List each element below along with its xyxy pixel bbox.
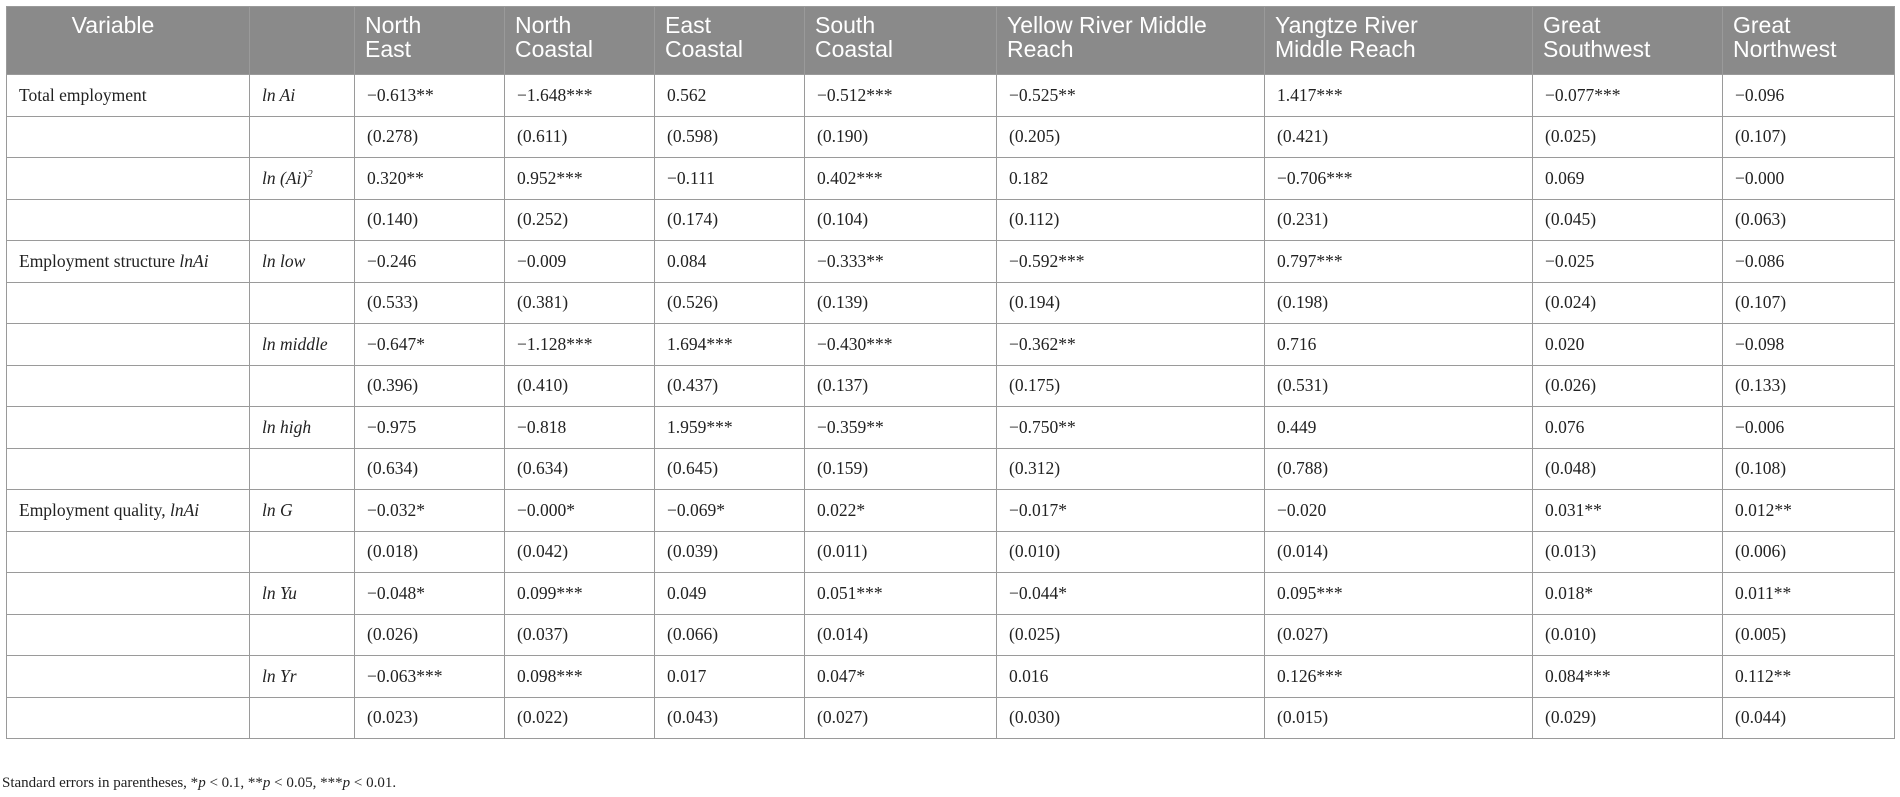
value-cell: −0.032* [355, 490, 505, 532]
value-cell: 0.020 [1533, 324, 1723, 366]
value-cell: (0.066) [655, 614, 805, 656]
table-row [7, 75, 1895, 117]
value-cell: −0.006 [1723, 407, 1895, 449]
value-cell: 0.022* [805, 490, 997, 532]
regression-results-table [6, 6, 1895, 739]
variable-cell [7, 614, 250, 656]
table-row [7, 116, 1895, 158]
value-cell: −0.020 [1265, 490, 1533, 532]
value-cell: (0.410) [505, 365, 655, 407]
value-cell: −0.111 [655, 158, 805, 200]
value-cell: −0.818 [505, 407, 655, 449]
value-cell: −1.128*** [505, 324, 655, 366]
value-cell: (0.026) [1533, 365, 1723, 407]
table-row [7, 241, 1895, 283]
value-cell: (0.025) [997, 614, 1265, 656]
value-cell: −0.592*** [997, 241, 1265, 283]
value-cell: −0.512*** [805, 75, 997, 117]
value-cell: 0.112** [1723, 656, 1895, 698]
value-cell: (0.194) [997, 282, 1265, 324]
value-cell: 1.417*** [1265, 75, 1533, 117]
value-cell: 0.126*** [1265, 656, 1533, 698]
value-cell: 1.959*** [655, 407, 805, 449]
value-cell: 0.562 [655, 75, 805, 117]
value-cell: −0.430*** [805, 324, 997, 366]
value-cell: (0.023) [355, 697, 505, 739]
term-cell: ln Yr [250, 656, 355, 698]
variable-cell [7, 365, 250, 407]
table-row [7, 448, 1895, 490]
header-cell: South Coastal [805, 7, 997, 75]
variable-cell: Employment quality, lnAi [7, 490, 250, 532]
value-cell: (0.011) [805, 531, 997, 573]
value-cell: (0.198) [1265, 282, 1533, 324]
value-cell: (0.174) [655, 199, 805, 241]
table-row [7, 158, 1895, 200]
value-cell: (0.044) [1723, 697, 1895, 739]
term-cell [250, 531, 355, 573]
value-cell: −0.048* [355, 573, 505, 615]
value-cell: (0.005) [1723, 614, 1895, 656]
value-cell: (0.139) [805, 282, 997, 324]
term-cell: ln Ai [250, 75, 355, 117]
value-cell: (0.022) [505, 697, 655, 739]
value-cell: −0.706*** [1265, 158, 1533, 200]
value-cell: (0.014) [805, 614, 997, 656]
header-cell: Variable [7, 7, 250, 75]
value-cell: (0.133) [1723, 365, 1895, 407]
value-cell: 0.084*** [1533, 656, 1723, 698]
value-cell: (0.027) [1265, 614, 1533, 656]
value-cell: (0.421) [1265, 116, 1533, 158]
value-cell: (0.037) [505, 614, 655, 656]
variable-cell [7, 573, 250, 615]
variable-cell [7, 531, 250, 573]
value-cell: −0.044* [997, 573, 1265, 615]
value-cell: 0.016 [997, 656, 1265, 698]
value-cell: (0.437) [655, 365, 805, 407]
table-row [7, 531, 1895, 573]
value-cell: 0.182 [997, 158, 1265, 200]
table-row [7, 199, 1895, 241]
term-cell: ln G [250, 490, 355, 532]
value-cell: (0.010) [1533, 614, 1723, 656]
value-cell: (0.014) [1265, 531, 1533, 573]
table-row [7, 282, 1895, 324]
variable-cell [7, 199, 250, 241]
term-cell [250, 614, 355, 656]
value-cell: (0.048) [1533, 448, 1723, 490]
value-cell: −0.009 [505, 241, 655, 283]
header-cell: Great Southwest [1533, 7, 1723, 75]
value-cell: (0.598) [655, 116, 805, 158]
table-row [7, 365, 1895, 407]
value-cell: −0.069* [655, 490, 805, 532]
value-cell: (0.104) [805, 199, 997, 241]
value-cell: −0.077*** [1533, 75, 1723, 117]
value-cell: −1.648*** [505, 75, 655, 117]
variable-cell [7, 158, 250, 200]
regression-table-container [6, 6, 1894, 739]
value-cell: −0.246 [355, 241, 505, 283]
variable-cell [7, 116, 250, 158]
value-cell: (0.107) [1723, 282, 1895, 324]
value-cell: 0.049 [655, 573, 805, 615]
term-cell: ln low [250, 241, 355, 283]
value-cell: 0.952*** [505, 158, 655, 200]
value-cell: 0.018* [1533, 573, 1723, 615]
value-cell: (0.029) [1533, 697, 1723, 739]
header-cell: Yangtze River Middle Reach [1265, 7, 1533, 75]
value-cell: (0.533) [355, 282, 505, 324]
value-cell: (0.312) [997, 448, 1265, 490]
term-cell: $\ln (Ai)^2$ [250, 158, 355, 200]
value-cell: −0.063*** [355, 656, 505, 698]
header-cell: North Coastal [505, 7, 655, 75]
variable-cell: Employment structure lnAi [7, 241, 250, 283]
term-cell [250, 365, 355, 407]
value-cell: (0.027) [805, 697, 997, 739]
table-footnote: Standard errors in parentheses, *p < 0.1, **p < 0.05, ***p < 0.01. [2, 775, 397, 791]
value-cell: −0.025 [1533, 241, 1723, 283]
table-row [7, 324, 1895, 366]
variable-cell [7, 448, 250, 490]
value-cell: −0.098 [1723, 324, 1895, 366]
header-cell: East Coastal [655, 7, 805, 75]
term-cell [250, 199, 355, 241]
value-cell: −0.525** [997, 75, 1265, 117]
header-row [7, 7, 1895, 75]
value-cell: −0.359** [805, 407, 997, 449]
value-cell: (0.278) [355, 116, 505, 158]
value-cell: 0.095*** [1265, 573, 1533, 615]
value-cell: (0.252) [505, 199, 655, 241]
value-cell: (0.030) [997, 697, 1265, 739]
value-cell: (0.645) [655, 448, 805, 490]
value-cell: (0.112) [997, 199, 1265, 241]
header-cell: Yellow River Middle Reach [997, 7, 1265, 75]
value-cell: 0.099*** [505, 573, 655, 615]
value-cell: −0.647* [355, 324, 505, 366]
variable-cell [7, 282, 250, 324]
value-cell: (0.788) [1265, 448, 1533, 490]
table-body [7, 75, 1895, 739]
value-cell: (0.042) [505, 531, 655, 573]
value-cell: 0.716 [1265, 324, 1533, 366]
value-cell: (0.013) [1533, 531, 1723, 573]
value-cell: 0.076 [1533, 407, 1723, 449]
value-cell: −0.333** [805, 241, 997, 283]
table-row [7, 614, 1895, 656]
value-cell: 0.047* [805, 656, 997, 698]
value-cell: (0.140) [355, 199, 505, 241]
value-cell: −0.613** [355, 75, 505, 117]
term-cell: ln high [250, 407, 355, 449]
term-cell [250, 116, 355, 158]
value-cell: (0.531) [1265, 365, 1533, 407]
value-cell: (0.018) [355, 531, 505, 573]
value-cell: 0.011** [1723, 573, 1895, 615]
value-cell: −0.017* [997, 490, 1265, 532]
value-cell: 0.098*** [505, 656, 655, 698]
value-cell: (0.231) [1265, 199, 1533, 241]
value-cell: −0.000* [505, 490, 655, 532]
value-cell: (0.043) [655, 697, 805, 739]
value-cell: (0.025) [1533, 116, 1723, 158]
value-cell: (0.010) [997, 531, 1265, 573]
value-cell: (0.137) [805, 365, 997, 407]
value-cell: −0.000 [1723, 158, 1895, 200]
value-cell: (0.006) [1723, 531, 1895, 573]
value-cell: 0.012** [1723, 490, 1895, 532]
value-cell: (0.175) [997, 365, 1265, 407]
variable-cell [7, 697, 250, 739]
variable-cell [7, 656, 250, 698]
value-cell: (0.634) [505, 448, 655, 490]
term-cell: ln middle [250, 324, 355, 366]
value-cell: (0.381) [505, 282, 655, 324]
value-cell: 0.797*** [1265, 241, 1533, 283]
variable-cell: Total employment [7, 75, 250, 117]
value-cell: −0.750** [997, 407, 1265, 449]
value-cell: 1.694*** [655, 324, 805, 366]
value-cell: (0.107) [1723, 116, 1895, 158]
value-cell: −0.362** [997, 324, 1265, 366]
term-cell [250, 448, 355, 490]
value-cell: (0.190) [805, 116, 997, 158]
value-cell: 0.031** [1533, 490, 1723, 532]
term-cell: ln Yu [250, 573, 355, 615]
table-row [7, 407, 1895, 449]
term-cell [250, 282, 355, 324]
value-cell: 0.051*** [805, 573, 997, 615]
header-cell [250, 7, 355, 75]
value-cell: (0.015) [1265, 697, 1533, 739]
variable-cell [7, 407, 250, 449]
value-cell: (0.396) [355, 365, 505, 407]
table-row [7, 697, 1895, 739]
value-cell: −0.975 [355, 407, 505, 449]
value-cell: (0.045) [1533, 199, 1723, 241]
value-cell: 0.402*** [805, 158, 997, 200]
value-cell: −0.086 [1723, 241, 1895, 283]
value-cell: (0.205) [997, 116, 1265, 158]
value-cell: −0.096 [1723, 75, 1895, 117]
value-cell: (0.526) [655, 282, 805, 324]
value-cell: (0.108) [1723, 448, 1895, 490]
value-cell: 0.320** [355, 158, 505, 200]
header-cell: North East [355, 7, 505, 75]
value-cell: (0.024) [1533, 282, 1723, 324]
value-cell: (0.063) [1723, 199, 1895, 241]
value-cell: (0.634) [355, 448, 505, 490]
table-row [7, 490, 1895, 532]
table-row [7, 656, 1895, 698]
value-cell: (0.611) [505, 116, 655, 158]
value-cell: (0.026) [355, 614, 505, 656]
header-cell: Great Northwest [1723, 7, 1895, 75]
variable-cell [7, 324, 250, 366]
term-cell [250, 697, 355, 739]
value-cell: 0.069 [1533, 158, 1723, 200]
value-cell: 0.084 [655, 241, 805, 283]
table-row [7, 573, 1895, 615]
value-cell: 0.017 [655, 656, 805, 698]
value-cell: (0.039) [655, 531, 805, 573]
value-cell: (0.159) [805, 448, 997, 490]
value-cell: 0.449 [1265, 407, 1533, 449]
